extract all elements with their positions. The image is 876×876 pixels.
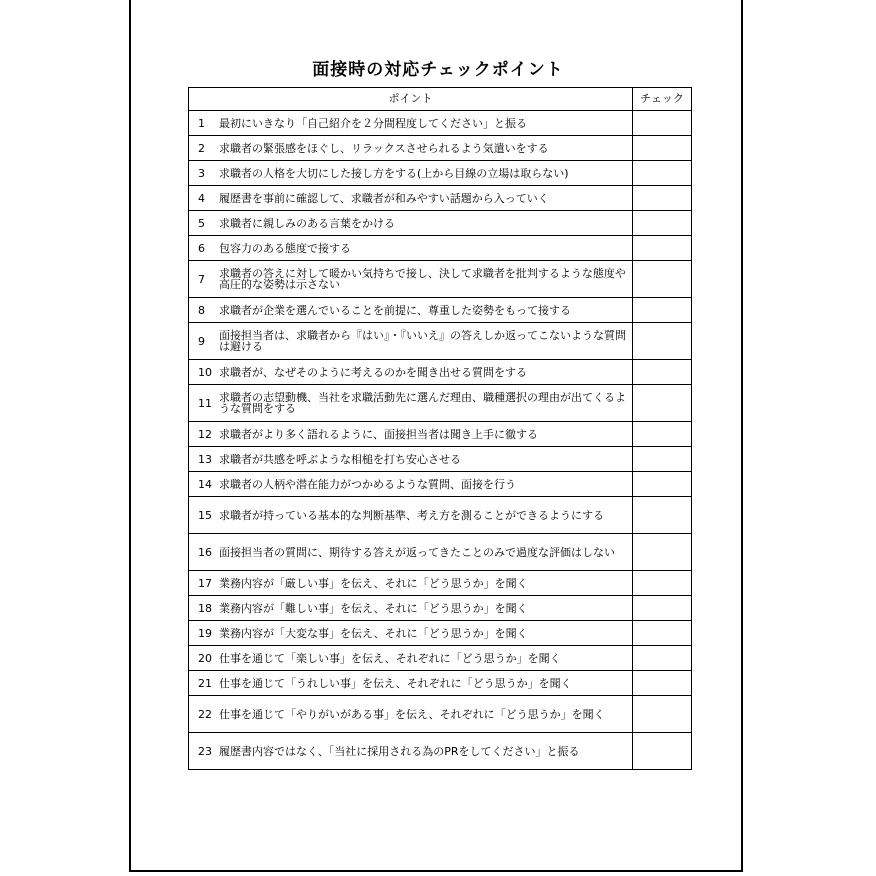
row-number: 14 bbox=[198, 477, 212, 491]
point-cell-content bbox=[189, 578, 632, 589]
check-box-cell[interactable] bbox=[633, 261, 692, 298]
row-number: 4 bbox=[198, 191, 205, 205]
point-cell-content bbox=[189, 243, 632, 254]
row-number: 11 bbox=[198, 396, 212, 410]
table-row bbox=[189, 534, 692, 571]
row-text: 求職者の人柄や潜在能力がつかめるような質問、面接を行う bbox=[219, 477, 516, 491]
check-box-cell[interactable] bbox=[633, 360, 692, 385]
check-box-cell[interactable] bbox=[633, 472, 692, 497]
check-box-cell[interactable] bbox=[633, 323, 692, 360]
table-row bbox=[189, 323, 692, 360]
table-row bbox=[189, 298, 692, 323]
point-cell bbox=[189, 733, 633, 770]
point-cell bbox=[189, 596, 633, 621]
row-text: 仕事を通じて「楽しい事」を伝え、それぞれに「どう思うか」を聞く bbox=[219, 651, 561, 665]
point-cell bbox=[189, 671, 633, 696]
point-cell-content bbox=[189, 547, 632, 558]
point-cell bbox=[189, 571, 633, 596]
checklist-body bbox=[189, 111, 692, 770]
checklist-table bbox=[188, 87, 692, 770]
point-cell bbox=[189, 696, 633, 733]
point-cell bbox=[189, 621, 633, 646]
row-text: 求職者がより多く語れるように、面接担当者は聞き上手に徹する bbox=[219, 427, 538, 441]
point-cell bbox=[189, 323, 633, 360]
row-number: 5 bbox=[198, 216, 205, 230]
table-row bbox=[189, 646, 692, 671]
check-box-cell[interactable] bbox=[633, 671, 692, 696]
row-number: 8 bbox=[198, 303, 205, 317]
point-cell-content bbox=[189, 143, 632, 154]
table-row bbox=[189, 211, 692, 236]
point-cell bbox=[189, 385, 633, 422]
row-text: 求職者の答えに対して暖かい気持ちで接し、決して求職者を批判するような態度や高圧的な姿勢は示さない bbox=[219, 267, 626, 291]
check-box-cell[interactable] bbox=[633, 236, 692, 261]
table-row bbox=[189, 733, 692, 770]
check-box-cell[interactable] bbox=[633, 111, 692, 136]
check-box-cell[interactable] bbox=[633, 447, 692, 472]
row-text: 面接担当者は、求職者から『はい』・『いいえ』の答えしか返ってこないような質問は避ける bbox=[219, 329, 626, 353]
row-text: 求職者が、なぜそのように考えるのかを聞き出せる質問をする bbox=[219, 365, 527, 379]
check-box-cell[interactable] bbox=[633, 696, 692, 733]
row-number: 13 bbox=[198, 452, 212, 466]
row-number: 12 bbox=[198, 427, 212, 441]
table-header-row bbox=[189, 88, 692, 111]
point-cell bbox=[189, 186, 633, 211]
row-text: 求職者の緊張感をほぐし、リラックスさせられるよう気遣いをする bbox=[219, 141, 549, 155]
row-number: 7 bbox=[198, 272, 205, 286]
point-cell bbox=[189, 211, 633, 236]
point-cell bbox=[189, 111, 633, 136]
check-box-cell[interactable] bbox=[633, 646, 692, 671]
point-cell-content bbox=[189, 653, 632, 664]
row-text: 業務内容が「厳しい事」を伝え、それに「どう思うか」を聞く bbox=[219, 576, 528, 590]
table-row bbox=[189, 186, 692, 211]
row-text: 包容力のある態度で接する bbox=[219, 241, 351, 255]
check-box-cell[interactable] bbox=[633, 497, 692, 534]
row-number: 22 bbox=[198, 707, 212, 721]
table-row bbox=[189, 596, 692, 621]
row-text: 面接担当者の質問に、期待する答えが返ってきたことのみで過度な評価はしない bbox=[219, 545, 615, 559]
point-cell-content bbox=[189, 118, 632, 129]
row-number: 18 bbox=[198, 601, 212, 615]
row-text: 求職者の人格を大切にした接し方をする(上から目線の立場は取らない) bbox=[219, 166, 569, 180]
point-cell-content bbox=[189, 746, 632, 757]
table-row bbox=[189, 111, 692, 136]
check-box-cell[interactable] bbox=[633, 186, 692, 211]
row-number: 17 bbox=[198, 576, 212, 590]
table-row bbox=[189, 161, 692, 186]
table-row bbox=[189, 422, 692, 447]
page-title: 面接時の対応チェックポイント bbox=[312, 60, 564, 80]
check-box-cell[interactable] bbox=[633, 211, 692, 236]
point-cell-content bbox=[189, 709, 632, 720]
point-cell-content bbox=[189, 268, 632, 290]
table-row bbox=[189, 236, 692, 261]
point-cell bbox=[189, 136, 633, 161]
point-cell bbox=[189, 261, 633, 298]
check-box-cell[interactable] bbox=[633, 298, 692, 323]
row-number: 19 bbox=[198, 626, 212, 640]
table-row bbox=[189, 385, 692, 422]
point-cell bbox=[189, 298, 633, 323]
row-text: 求職者が共感を呼ぶような相槌を打ち安心させる bbox=[219, 452, 461, 466]
check-box-cell[interactable] bbox=[633, 534, 692, 571]
row-text: 仕事を通じて「やりがいがある事」を伝え、それぞれに「どう思うか」を聞く bbox=[219, 707, 605, 721]
row-text: 業務内容が「難しい事」を伝え、それに「どう思うか」を聞く bbox=[219, 601, 528, 615]
row-text: 求職者に親しみのある言葉をかける bbox=[219, 216, 395, 230]
check-box-cell[interactable] bbox=[633, 136, 692, 161]
point-cell-content bbox=[189, 510, 632, 521]
table-row bbox=[189, 696, 692, 733]
row-text: 最初にいきなり「自己紹介を２分間程度してください」と振る bbox=[219, 116, 527, 130]
row-text: 履歴書を事前に確認して、求職者が和みやすい話題から入っていく bbox=[219, 191, 549, 205]
point-cell bbox=[189, 360, 633, 385]
row-text: 求職者が企業を選んでいることを前提に、尊重した姿勢をもって接する bbox=[219, 303, 571, 317]
row-text: 業務内容が「大変な事」を伝え、それに「どう思うか」を聞く bbox=[219, 626, 528, 640]
table-row bbox=[189, 472, 692, 497]
point-cell-content bbox=[189, 603, 632, 614]
table-row bbox=[189, 671, 692, 696]
check-box-cell[interactable] bbox=[633, 385, 692, 422]
point-cell-content bbox=[189, 429, 632, 440]
row-text: 求職者の志望動機、当社を求職活動先に選んだ理由、職種選択の理由が出てくるような質問をする bbox=[219, 391, 626, 415]
table-row bbox=[189, 261, 692, 298]
row-number: 16 bbox=[198, 545, 212, 559]
point-cell bbox=[189, 472, 633, 497]
point-cell-content bbox=[189, 367, 632, 378]
check-box-cell[interactable] bbox=[633, 422, 692, 447]
table-row bbox=[189, 447, 692, 472]
row-number: 23 bbox=[198, 744, 212, 758]
point-cell bbox=[189, 497, 633, 534]
point-cell-content bbox=[189, 678, 632, 689]
point-cell-content bbox=[189, 305, 632, 316]
point-cell-content bbox=[189, 218, 632, 229]
check-box-cell[interactable] bbox=[633, 621, 692, 646]
point-cell-content bbox=[189, 628, 632, 639]
row-number: 2 bbox=[198, 141, 205, 155]
table-row bbox=[189, 136, 692, 161]
point-cell-content bbox=[189, 193, 632, 204]
table-row bbox=[189, 497, 692, 534]
row-text: 履歴書内容ではなく、「当社に採用される為のPRをしてください」と振る bbox=[219, 744, 580, 758]
point-cell bbox=[189, 646, 633, 671]
point-cell bbox=[189, 422, 633, 447]
row-text: 求職者が持っている基本的な判断基準、考え方を測ることができるようにする bbox=[219, 508, 604, 522]
point-cell bbox=[189, 447, 633, 472]
point-cell bbox=[189, 161, 633, 186]
point-cell-content bbox=[189, 479, 632, 490]
table-row bbox=[189, 621, 692, 646]
row-number: 3 bbox=[198, 166, 205, 180]
check-box-cell[interactable] bbox=[633, 733, 692, 770]
header-point: ポイント bbox=[189, 88, 633, 111]
check-box-cell[interactable] bbox=[633, 571, 692, 596]
table-row bbox=[189, 360, 692, 385]
row-number: 1 bbox=[198, 116, 205, 130]
row-number: 15 bbox=[198, 508, 212, 522]
point-cell-content bbox=[189, 168, 632, 179]
row-number: 9 bbox=[198, 334, 205, 348]
row-text: 仕事を通じて「うれしい事」を伝え、それぞれに「どう思うか」を聞く bbox=[219, 676, 572, 690]
check-box-cell[interactable] bbox=[633, 161, 692, 186]
point-cell-content bbox=[189, 392, 632, 414]
row-number: 6 bbox=[198, 241, 205, 255]
row-number: 21 bbox=[198, 676, 212, 690]
table-row bbox=[189, 571, 692, 596]
header-check: チェック bbox=[633, 88, 692, 111]
row-number: 20 bbox=[198, 651, 212, 665]
point-cell-content bbox=[189, 454, 632, 465]
row-number: 10 bbox=[198, 365, 212, 379]
document-page bbox=[129, 0, 743, 872]
point-cell-content bbox=[189, 330, 632, 352]
point-cell bbox=[189, 534, 633, 571]
point-cell bbox=[189, 236, 633, 261]
check-box-cell[interactable] bbox=[633, 596, 692, 621]
